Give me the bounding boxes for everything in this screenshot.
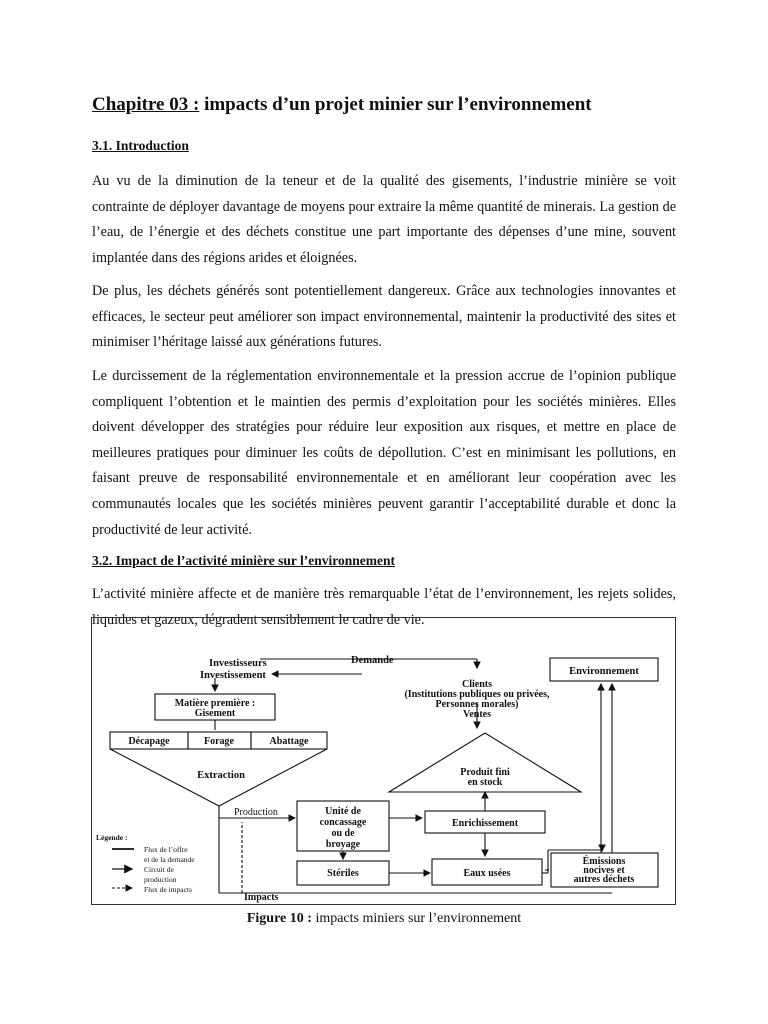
figure-caption <box>0 911 768 927</box>
legend-circuit: Circuit de <box>144 865 174 874</box>
paragraph-3: Le durcissement de la réglementation environnementale et la pression accrue de l’opinion publique compliquent l’obtention et le maintien des permis d’exploitation pour les sociétés minières. Elles doivent développer des stratégies pour réduire leur exposition aux risques, et mettre en place de meilleures pratiques pour diminuer les coûts de dépollution. C’est en minimisant les pollutions, en faisant preuve de responsabilité environnementale et en améliorant leur coopération avec les communautés locales que les sociétés minières peuvent garantir l’acceptabilité durable et donc la productivité de leur activité. <box>92 368 676 538</box>
label-unite-2: concassage <box>319 817 367 828</box>
chapter-title <box>92 94 692 116</box>
legend-title: Légende : <box>96 833 128 842</box>
legend-impacts: Flux de impacts <box>144 885 192 894</box>
figure-caption-label: Figure 10 : <box>246 911 312 926</box>
label-investissement: Investissement <box>200 670 266 681</box>
chapter-title-text: impacts d’un projet minier sur l’environnement <box>199 94 592 115</box>
paragraph-1: Au vu de la diminution de la teneur et de la qualité des gisements, l’industrie minière se voit contrainte de déployer davantage de moyens pour extraire la même quantité de minerais. La gestion de l’eau, de l’énergie et des déchets constitue une part importante des dépenses d’une mine, souvent implantée dans des régions arides et éloignées. <box>92 173 676 266</box>
section-heading-impact: 3.2. Impact de l’activité minière sur l’environnement <box>92 553 395 568</box>
label-emissions-2: nocives et <box>583 865 625 876</box>
label-unite-3: ou de <box>331 828 355 839</box>
legend-production: production <box>144 875 177 884</box>
label-steriles: Stériles <box>327 868 359 879</box>
figure-diagram <box>91 617 676 905</box>
label-clients: Clients <box>462 679 492 690</box>
label-matiere: Matière première : <box>174 698 256 709</box>
label-eaux-usees: Eaux usées <box>463 868 511 879</box>
label-decapage: Décapage <box>128 736 170 747</box>
label-forage: Forage <box>204 736 234 747</box>
label-impacts: Impacts <box>244 892 279 903</box>
label-environnement: Environnement <box>569 666 639 677</box>
label-production: Production <box>234 807 278 818</box>
label-ventes: Ventes <box>463 709 491 720</box>
legend-demande: et de la demande <box>144 855 195 864</box>
figure-caption-text: impacts miniers sur l’environnement <box>311 911 522 926</box>
section-heading-introduction: 3.1. Introduction <box>92 138 189 153</box>
label-produit-fini: Produit fini <box>460 767 510 778</box>
label-gisement: Gisement <box>194 708 236 719</box>
label-clients-2: (Institutions publiques ou privées, <box>404 689 550 700</box>
label-clients-3: Personnes morales) <box>435 699 519 710</box>
label-demande: Demande <box>351 655 394 666</box>
paragraph-4: L’activité minière affecte et de manière très remarquable l’état de l’environnement, les rejets solides, liquides et gazeux, dégradent sensiblement le cadre de vie. <box>92 586 676 628</box>
chapter-number: Chapitre 03 : <box>92 94 200 115</box>
label-extraction: Extraction <box>197 770 245 781</box>
label-abattage: Abattage <box>269 736 309 747</box>
legend-offre: Flux de l’offre <box>144 845 188 854</box>
label-enrichissement: Enrichissement <box>451 818 519 829</box>
label-investisseurs: Investisseurs <box>209 658 267 669</box>
label-unite: Unité de <box>325 806 361 817</box>
label-emissions-3: autres déchets <box>573 874 635 885</box>
label-en-stock: en stock <box>467 777 503 788</box>
mining-impact-diagram <box>92 618 677 906</box>
label-emissions: Émissions <box>582 856 626 867</box>
label-unite-4: broyage <box>325 839 361 850</box>
paragraph-2: De plus, les déchets générés sont potentiellement dangereux. Grâce aux technologies innovantes et efficaces, le secteur peut améliorer son impact environnemental, maintenir la productivité des sites et minimiser l’héritage laissé aux générations futures. <box>92 283 676 351</box>
